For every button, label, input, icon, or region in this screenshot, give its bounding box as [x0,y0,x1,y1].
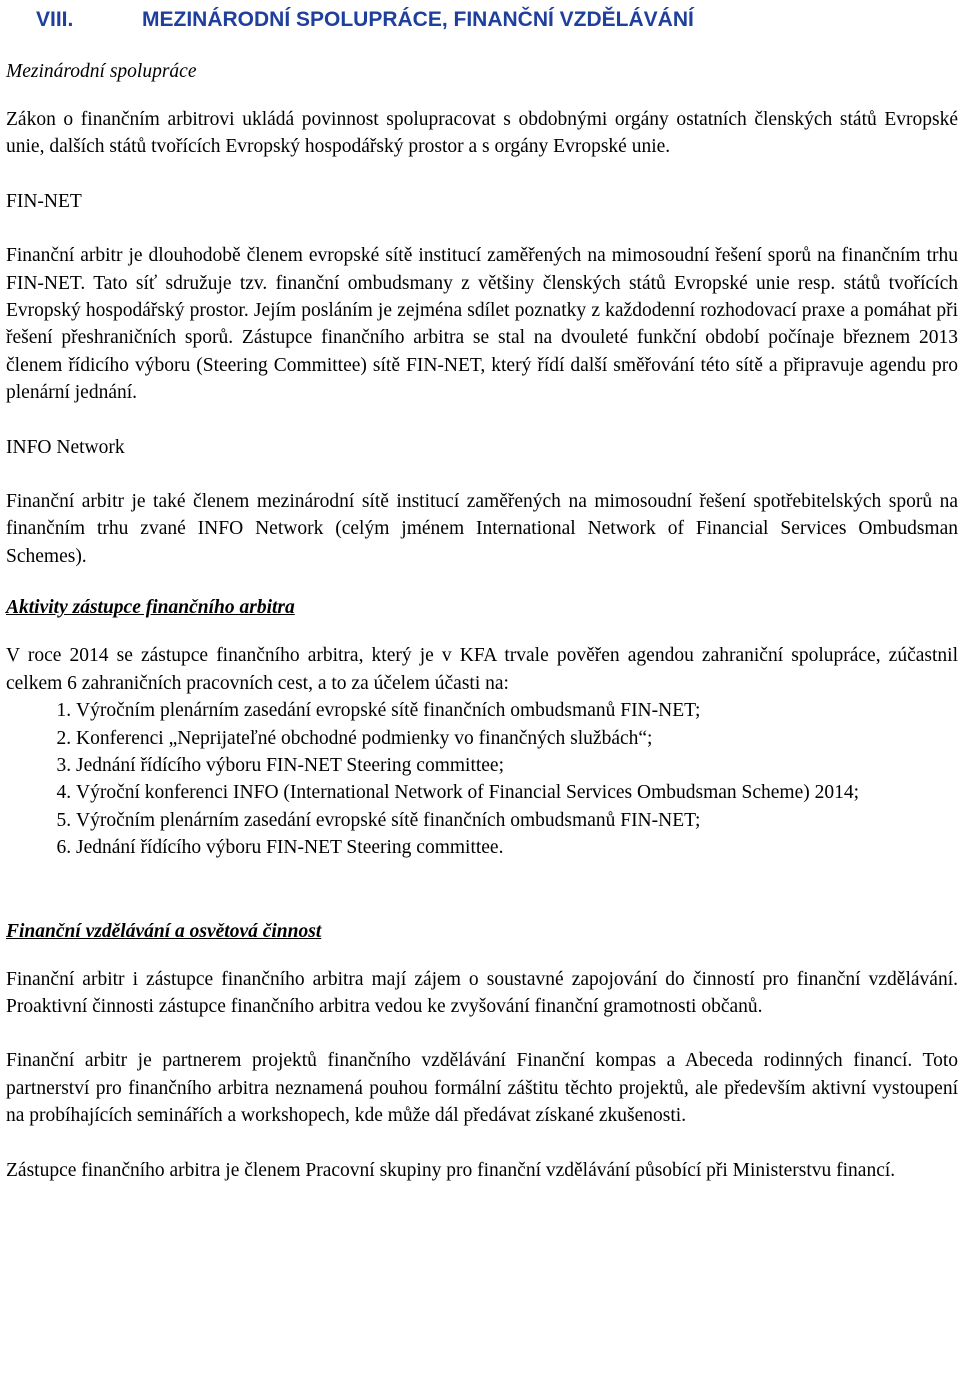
list-item: 6. Jednání řídícího výboru FIN-NET Steering committee. [76,834,958,861]
intro-paragraph: Zákon o finančním arbitrovi ukládá povinnost spolupracovat s obdobnými orgány ostatních členských států Evropské unie, dalších států tvořících Evropský hospodářský prostor a s orgány Evropské unie. [6,109,958,158]
list-item: 3. Jednání řídícího výboru FIN-NET Steering committee; [76,752,958,779]
list-item: 5. Výročním plenárním zasedání evropské sítě finančních ombudsmanů FIN-NET; [76,807,958,834]
chapter-number: VIII. [36,8,74,31]
activities-intro: V roce 2014 se zástupce finančního arbitra, který je v KFA trvale pověřen agendou zahraniční spolupráce, zúčastnil celkem 6 zahraničních pracovních cest, a to za účelem účasti na: [6,645,958,694]
section-heading-international: Mezinárodní spolupráce [6,61,197,82]
education-paragraph-3: Zástupce finančního arbitra je členem Pracovní skupiny pro finanční vzdělávání působící při Ministerstvu financí. [6,1159,896,1181]
section-heading-activities: Aktivity zástupce finančního arbitra [6,597,295,619]
finnet-paragraph: Finanční arbitr je dlouhodobě členem evropské sítě institucí zaměřených na mimosoudní řešení sporů na finančním trhu FIN-NET. Tato síť sdružuje tzv. finanční ombudsmany z většiny členských států Evropské unie resp. států tvořících Evropský hospodářský prostor. Jejím posláním je zejména sdílet poznatky z každodenní rozhodovací praxe a pomáhat při řešení přeshraničních sporů. Zástupce finančního arbitra se stal na dvouleté funkční období počínaje březnem 2013 členem řídicího výboru (Steering Committee) sítě FIN-NET, který řídí další směřování této sítě a připravuje agendu pro plenární jednání. [6,245,958,404]
info-network-heading: INFO Network [6,436,125,458]
activities-list [6,697,958,861]
chapter-title [36,6,958,36]
document-page [0,6,958,1184]
chapter-heading: MEZINÁRODNÍ SPOLUPRÁCE, FINANČNÍ VZDĚLÁVÁNÍ [142,8,694,31]
education-paragraph-2: Finanční arbitr je partnerem projektů finančního vzdělávání Finanční kompas a Abeceda rodinných financí. Toto partnerství pro finančního arbitra neznamená pouhou formální záštitu těchto projektů, ale především aktivní vystoupení na probíhajících seminářích a workshopech, kde může dál předávat získané zkušenosti. [6,1050,958,1127]
info-network-paragraph: Finanční arbitr je také členem mezinárodní sítě institucí zaměřených na mimosoudní řešení spotřebitelských sporů na finančním trhu zvané INFO Network (celým jménem International Network of Financial Services Ombudsman Schemes). [6,491,958,567]
section-heading-education: Finanční vzdělávání a osvětová činnost [6,920,322,942]
list-item: 2. Konferenci „Neprijateľné obchodné podmienky vo finančných službách“; [76,725,958,752]
list-item: 1. Výročním plenárním zasedání evropské sítě finančních ombudsmanů FIN-NET; [76,697,958,724]
education-paragraph-1: Finanční arbitr i zástupce finančního arbitra mají zájem o soustavné zapojování do činností pro finanční vzdělávání. Proaktivní činnosti zástupce finančního arbitra vedou ke zvyšování finanční gramotnosti občanů. [6,968,958,1017]
finnet-heading: FIN-NET [6,190,82,212]
list-item: 4. Výroční konferenci INFO (International Network of Financial Services Ombudsman Scheme) 2014; [76,779,958,806]
